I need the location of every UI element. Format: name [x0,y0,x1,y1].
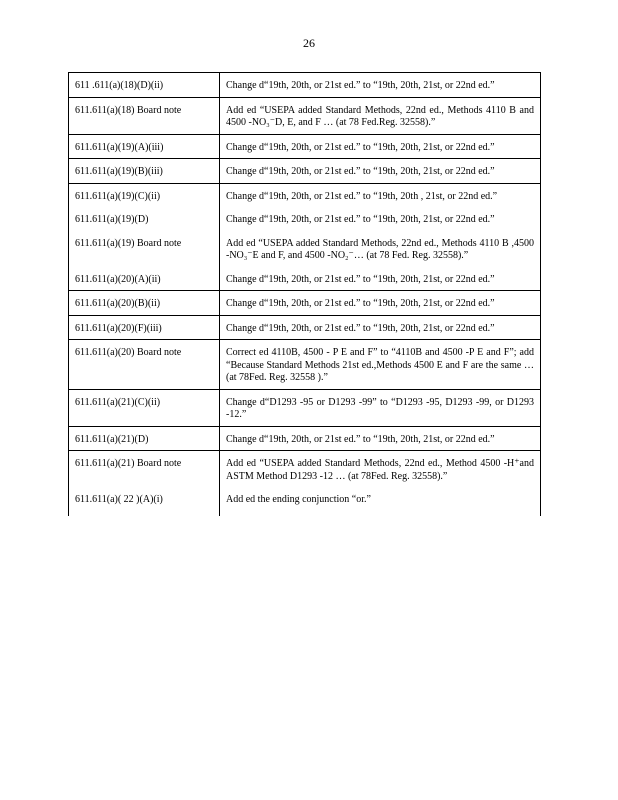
table-row [69,315,541,340]
amendments-table [68,72,541,516]
change-cell: Change d“D1293 -95 or D1293 -99” to “D1293 -95, D1293 -99, or D1293 -12.” [220,389,541,426]
table-row [69,97,541,134]
change-cell: Change d“19th, 20th, or 21st ed.” to “19th, 20th, 21st, or 22nd ed.” [220,267,541,291]
page-number: 26 [303,36,315,50]
table-row [69,389,541,426]
table-row [69,159,541,184]
table-row [69,73,541,98]
section-cell: 611.611(a)(18) Board note [69,97,220,134]
table-row [69,426,541,451]
section-cell: 611.611(a)(21)(C)(ii) [69,389,220,426]
section-cell: 611.611(a)(19)(D) [69,207,220,231]
table-row [69,487,541,516]
change-cell: Change d“19th, 20th, or 21st ed.” to “19th, 20th, 21st, or 22nd ed.” [220,426,541,451]
section-cell: 611.611(a)(19)(A)(iii) [69,134,220,159]
section-cell: 611.611(a)( 22 )(A)(i) [69,487,220,516]
section-cell: 611.611(a)(20)(A)(ii) [69,267,220,291]
change-cell: Add ed “USEPA added Standard Methods, 22nd ed., Methods 4110 B and 4500 -NO₃⁻D, E, and F … (at 78 Fed.Reg. 32558).” [220,97,541,134]
change-cell: Add ed the ending conjunction “or.” [220,487,541,516]
section-cell: 611.611(a)(20)(B)(ii) [69,291,220,316]
section-cell: 611.611(a)(20)(F)(iii) [69,315,220,340]
change-cell: Change d“19th, 20th, or 21st ed.” to “19th, 20th, 21st, or 22nd ed.” [220,207,541,231]
table-row [69,340,541,390]
change-cell: Change d“19th, 20th, or 21st ed.” to “19th, 20th , 21st, or 22nd ed.” [220,183,541,207]
change-cell: Change d“19th, 20th, or 21st ed.” to “19th, 20th, 21st, or 22nd ed.” [220,291,541,316]
change-cell: Add ed “USEPA added Standard Methods, 22nd ed., Methods 4110 B ,4500 -NO₃⁻E and F, and 4500 -NO₂⁻… (at 78 Fed. Reg. 32558).” [220,231,541,267]
change-cell: Change d“19th, 20th, or 21st ed.” to “19th, 20th, 21st, or 22nd ed.” [220,159,541,184]
table-row [69,451,541,488]
change-cell: Change d“19th, 20th, or 21st ed.” to “19th, 20th, 21st, or 22nd ed.” [220,73,541,98]
section-cell: 611.611(a)(19)(B)(iii) [69,159,220,184]
change-cell: Correct ed 4110B, 4500 - P E and F” to “4110B and 4500 -P E and F”; add “Because Standard Methods 21st ed.,Methods 4500 E and F are the same … (at 78Fed. Reg. 32558 ).” [220,340,541,390]
change-cell: Add ed “USEPA added Standard Methods, 22nd ed., Method 4500 -H⁺and ASTM Method D1293 -12 … (at 78Fed. Reg. 32558).” [220,451,541,488]
table-row [69,207,541,231]
section-cell: 611.611(a)(21) Board note [69,451,220,488]
section-cell: 611.611(a)(20) Board note [69,340,220,390]
table-row [69,267,541,291]
change-cell: Change d“19th, 20th, or 21st ed.” to “19th, 20th, 21st, or 22nd ed.” [220,315,541,340]
section-cell: 611.611(a)(19)(C)(ii) [69,183,220,207]
table-row [69,231,541,267]
section-cell: 611.611(a)(19) Board note [69,231,220,267]
table-row [69,291,541,316]
table-row [69,183,541,207]
change-cell: Change d“19th, 20th, or 21st ed.” to “19th, 20th, 21st, or 22nd ed.” [220,134,541,159]
section-cell: 611 .611(a)(18)(D)(ii) [69,73,220,98]
section-cell: 611.611(a)(21)(D) [69,426,220,451]
table-row [69,134,541,159]
